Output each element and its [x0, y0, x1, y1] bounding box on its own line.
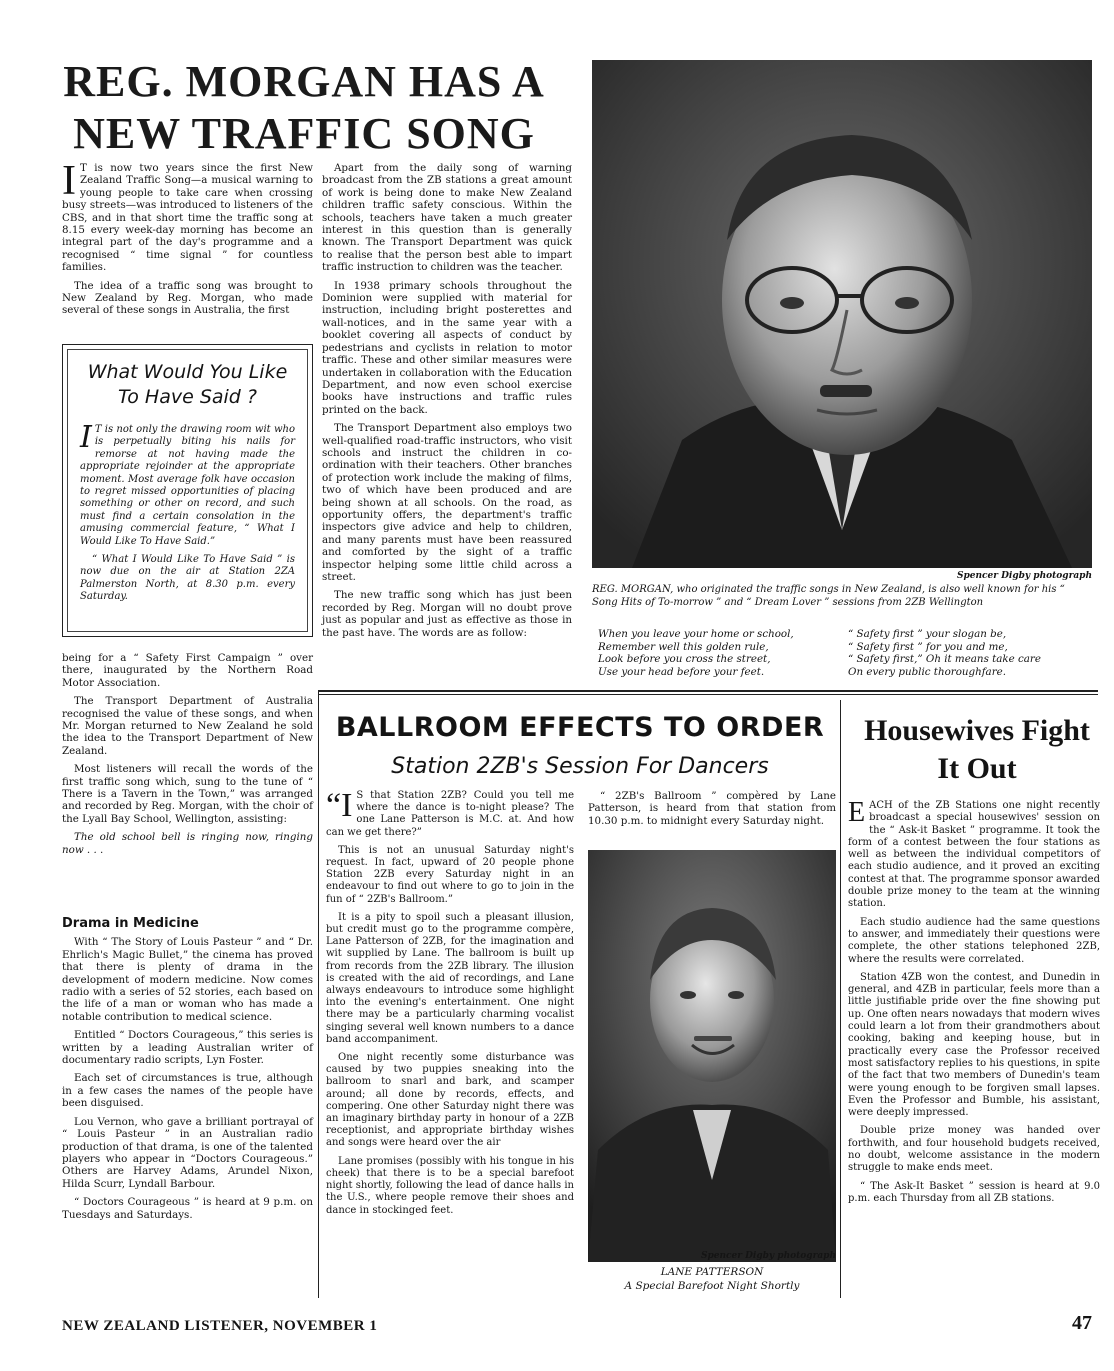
portrait-image: [588, 850, 836, 1262]
reg-morgan-photo: [592, 60, 1092, 568]
poem-line: “ Safety first,” Oh it means take care: [848, 653, 1041, 666]
paragraph: With “ The Story of Louis Pasteur ” and “ Dr. Ehrlich's Magic Bullet,” the cinema has proved that there is plenty of drama in the development of modern medicine. Now comes radio with a series of 52 stories, each based on the life of a man or woman who has made a notable contribution to medical science.: [62, 936, 313, 1023]
box-title-line-2: To Have Said ?: [118, 386, 257, 408]
page-number: 47: [1072, 1312, 1092, 1334]
paragraph: Lou Vernon, who gave a brilliant portrayal of “ Louis Pasteur ” in an Australian radio production of that drama, is one of the talented players who appear in “Doctors Courageous.” Others are Harvey Adams, Arundel Nixon, Hilda Scurr, Lyndall Barbour.: [62, 1115, 313, 1190]
paragraph: Each set of circumstances is true, although in a few cases the names of the people have been disguised.: [62, 1072, 313, 1110]
ballroom-subhead: Station 2ZB's Session For Dancers: [391, 754, 769, 779]
paragraph: Apart from the daily song of warning broadcast from the ZB stations a great amount of work is being done to make New Zealand children traffic safety conscious. Within the schools, teachers have taken a much greater interest in this question than is generally known. The Transport Department was quick to realise that the person best able to impart traffic instruction to children was the teacher.: [322, 162, 572, 274]
paragraph: Entitled “ Doctors Courageous,” this series is written by a leading Australian writer of documentary radio scripts, Lyn Foster.: [62, 1029, 313, 1067]
dropcap: E: [848, 797, 866, 828]
poem-line: On every public thoroughfare.: [848, 665, 1006, 678]
paragraph: The Transport Department also employs two well-qualified road-traffic instructors, who visit schools and instruct the children in co-ordination with their teachers. Other branches of protection work include the making of films, two of which have been produced and are being shown at all schools. On the road, as opportunity offers, the department's traffic inspectors give advice and help to children, and many parents must have been reassured and comforted by the sight of a traffic inspector helping some little child across a street.: [322, 422, 572, 583]
vertical-rule: [840, 700, 841, 1298]
paragraph: T is not only the drawing room wit who is perpetually biting his nails for remorse at not having made the appropriate rejoinder at the appropriate moment. Most average folk have occasion to regret missed opportunities of placing something or other on record, and such must find a certain consolation in the amusing commercial feature, “ What I Would Like To Have Said.”: [80, 424, 295, 547]
headline-line-2: NEW TRAFFIC SONG: [73, 109, 535, 158]
paragraph: “ 2ZB's Ballroom ” compèred by Lane Patterson, is heard from that station from 10.30 p.m. to midnight every Saturday night.: [588, 790, 836, 827]
paragraph: The Transport Department of Australia recognised the value of these songs, and when Mr. Morgan returned to New Zealand he sold the idea to the Transport Department of New Zealand.: [62, 695, 313, 757]
photo-caption-name: LANE PATTERSON: [660, 1266, 764, 1278]
paragraph: ACH of the ZB Stations one night recently broadcast a special housewives' session on the “ Ask-it Basket ” programme. It took the form of a contest between the four stations as well as between the individual competitors of each studio audience, and it proved an exciting contest at that. The programme sponsor awarded double prize money to the team at the winning station.: [848, 800, 1100, 910]
paragraph: This is not an unusual Saturday night's request. In fact, upward of 20 people phone Station 2ZB every Saturday night in an endeavour to find out where to go to join in the fun of “ 2ZB's Ballroom.”: [326, 844, 574, 905]
photo-caption: REG. MORGAN, who originated the traffic songs in New Zealand, is also well known for his “ Song Hits of To-morrow ” and “ Dream Lover ” sessions from 2ZB Wellington: [592, 584, 1065, 608]
portrait-image: [592, 60, 1092, 568]
poem-line: Use your head before your feet.: [598, 665, 765, 678]
ballroom-headline: BALLROOM EFFECTS TO ORDER: [335, 712, 825, 743]
poem-right: [848, 628, 1092, 678]
paragraph: S that Station 2ZB? Could you tell me where the dance is to-night please? The one Lane Patterson is M.C. at. And how can we get there?”: [326, 790, 574, 838]
paragraph: T is now two years since the first New Zealand Traffic Song—a musical warning to young people to take care when crossing busy streets—was introduced to listeners of the CBS, and in that short time the traffic song at 8.15 every week-day morning has become an integral part of the day's programme and a recognised “ time signal ” for countless families.: [62, 162, 313, 274]
photo-credit: Spencer Digby photograph: [956, 571, 1092, 581]
paragraph: “ Doctors Courageous ” is heard at 9 p.m. on Tuesdays and Saturdays.: [62, 1196, 313, 1221]
housewives-column: [848, 797, 1100, 1211]
paragraph: One night recently some disturbance was caused by two puppies sneaking into the ballroom to snarl and bark, and scamper around; all done by records, effects, and compering. One other Saturday night there was an imaginary birthday party in honour of a 2ZB receptionist, and appropriate birthday wishes and songs were heard over the air: [326, 1052, 574, 1149]
poem-line: Look before you cross the street,: [598, 653, 771, 666]
photo-credit: Spencer Digby photograph: [700, 1251, 836, 1261]
poem-line: “ Safety first ” for you and me,: [848, 640, 1008, 653]
paragraph: The new traffic song which has just been recorded by Reg. Morgan will no doubt prove just as popular and just as effective as those in the past have. The words are as follow:: [322, 589, 572, 639]
box-body: [80, 420, 295, 604]
dropcap: I: [62, 158, 76, 204]
poem-line: When you leave your home or school,: [598, 628, 794, 640]
paragraph: It is a pity to spoil such a pleasant illusion, but credit must go to the programme compère, Lane Patterson of 2ZB, for the imagination and wit supplied by Lane. The ballroom is built up from records from the 2ZB library. The illusion is created with the aid of recordings, and Lane always endeavours to introduce some highlight into the evening's entertainment. One night there may be a particularly charming vocalist singing several well known numbers to a dance band accompaniment.: [326, 911, 574, 1045]
drama-article: [62, 912, 313, 1227]
headline-line-2: It Out: [937, 752, 1017, 785]
paragraph: The idea of a traffic song was brought to New Zealand by Reg. Morgan, who made several of these songs in Australia, the first: [62, 279, 313, 317]
article-column-1: [62, 158, 313, 323]
ballroom-column-1: [326, 787, 574, 1223]
paragraph: Lane promises (possibly with his tongue in his cheek) that there is to be a special barefoot night shortly, following the lead of dance halls in the U.S., where people remove their shoes and dance in stockinged feet.: [326, 1155, 574, 1216]
housewives-headline: [846, 712, 1108, 788]
sidebar-box: [62, 344, 313, 637]
box-title: [80, 360, 295, 410]
paragraph: In 1938 primary schools throughout the Dominion were supplied with material for instruction, including bright posterettes and wall-notices, and in the same year with a booklet covering all aspects of conduct by pedestrians and cyclists in relation to motor traffic. These and other similar measures were undertaken in collaboration with the Education Department, and now even school exercise books have instructions and traffic rules printed on the back.: [322, 279, 572, 416]
article-column-1-continued: [62, 652, 313, 862]
horizontal-rule: [318, 690, 1098, 692]
paragraph: Double prize money was handed over forthwith, and four household budgets received, no doubt, welcome assistance in the modern struggle to make ends meet.: [848, 1125, 1100, 1174]
headline-line-1: Housewives Fight: [864, 714, 1090, 747]
paragraph: “ What I Would Like To Have Said ” is now due on the air at Station 2ZA Palmerston North, at 8.30 p.m. every Saturday.: [80, 554, 295, 603]
photo-caption-sub: A Special Barefoot Night Shortly: [624, 1280, 800, 1292]
vertical-rule: [318, 690, 319, 1298]
paragraph: being for a “ Safety First Campaign ” over there, inaugurated by the Northern Road Motor Association.: [62, 652, 313, 689]
paragraph: Most listeners will recall the words of the first traffic song which, sung to the tune of “ There is a Tavern in the Town,” was arranged and recorded by Reg. Morgan, with the choir of the Lyall Bay School, Wellington, assisting:: [62, 763, 313, 825]
poem-left: [598, 628, 848, 678]
article-headline: [20, 56, 588, 160]
headline-line-1: REG. MORGAN HAS A: [63, 57, 545, 106]
dropcap: “I: [326, 787, 353, 824]
article-column-2: [322, 162, 572, 645]
publication-footer: NEW ZEALAND LISTENER, NOVEMBER 1: [62, 1318, 378, 1334]
poem-line: “ Safety first ” your slogan be,: [848, 628, 1007, 640]
lane-patterson-photo: [588, 850, 836, 1262]
box-title-line-1: What Would You Like: [87, 361, 288, 383]
paragraph: “ The Ask-It Basket ” session is heard at 9.0 p.m. each Thursday from all ZB stations.: [848, 1180, 1100, 1204]
paragraph: Each studio audience had the same questions to answer, and immediately their questions were complete, the other stations telephoned 2ZB, where the results were correlated.: [848, 916, 1100, 965]
paragraph: Station 4ZB won the contest, and Dunedin in general, and 4ZB in particular, feels more than a little justifiable pride over the fine showing put up. One often nears nowadays that modern wives could learn a lot from their grandmothers about cooking, baking and keeping house, but in practically every case the Professor received most satisfactory replies to his questions, in spite of the fact that two members of Dunedin's team were young enough to be forgiven small lapses. Even the Professor and Bumble, his assistant, were deeply impressed.: [848, 971, 1100, 1119]
drama-heading: Drama in Medicine: [62, 916, 199, 931]
dropcap: I: [80, 420, 92, 455]
horizontal-rule: [318, 694, 1098, 695]
song-lyric: The old school bell is ringing now, ringing now . . .: [62, 831, 313, 856]
ballroom-column-2: [588, 790, 836, 833]
poem-line: Remember well this golden rule,: [598, 640, 769, 653]
